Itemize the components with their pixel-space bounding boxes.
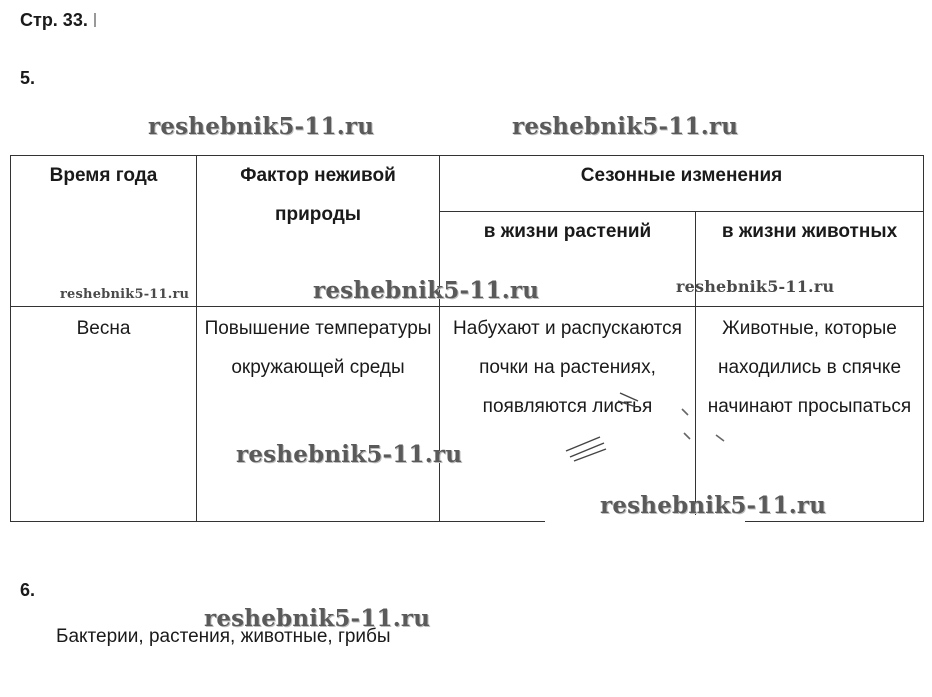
cell-season: Весна: [11, 307, 197, 522]
header-factor: Фактор неживой природы: [197, 156, 440, 307]
watermark: reshebnik5-11.ru: [60, 287, 190, 302]
page-reference: Стр. 33.: [20, 10, 96, 31]
watermark: reshebnik5-11.ru: [148, 113, 375, 140]
watermark: reshebnik5-11.ru: [204, 605, 431, 632]
seasonal-changes-table: [10, 155, 924, 522]
watermark: reshebnik5-11.ru: [313, 277, 540, 304]
header-plants: в жизни растений: [440, 212, 696, 307]
cell-factor: Повышение температуры окружающей среды: [197, 307, 440, 522]
task-5-number: 5.: [20, 68, 36, 88]
watermark: reshebnik5-11.ru: [236, 441, 463, 468]
task-6-number: 6.: [20, 580, 36, 600]
table-header-row: [11, 156, 924, 212]
scratch-mark: [676, 405, 726, 465]
header-season: Время года: [11, 156, 197, 307]
watermark: reshebnik5-11.ru: [512, 113, 739, 140]
cell-plants: Набухают и распускаются почки на растениях, появляются листья: [440, 307, 696, 522]
watermark: reshebnik5-11.ru: [600, 492, 827, 519]
pen-mark: [94, 13, 96, 27]
header-seasonal-changes: Сезонные изменения: [440, 156, 924, 212]
header-animals: в жизни животных: [696, 212, 924, 307]
scratch-mark: [560, 385, 640, 465]
table-row: [11, 307, 924, 522]
watermark: reshebnik5-11.ru: [676, 277, 835, 296]
task-6-answer: Бактерии, растения, животные, грибы: [56, 626, 391, 647]
cell-animals: Животные, которые находились в спячке начинают просыпаться: [696, 307, 924, 522]
